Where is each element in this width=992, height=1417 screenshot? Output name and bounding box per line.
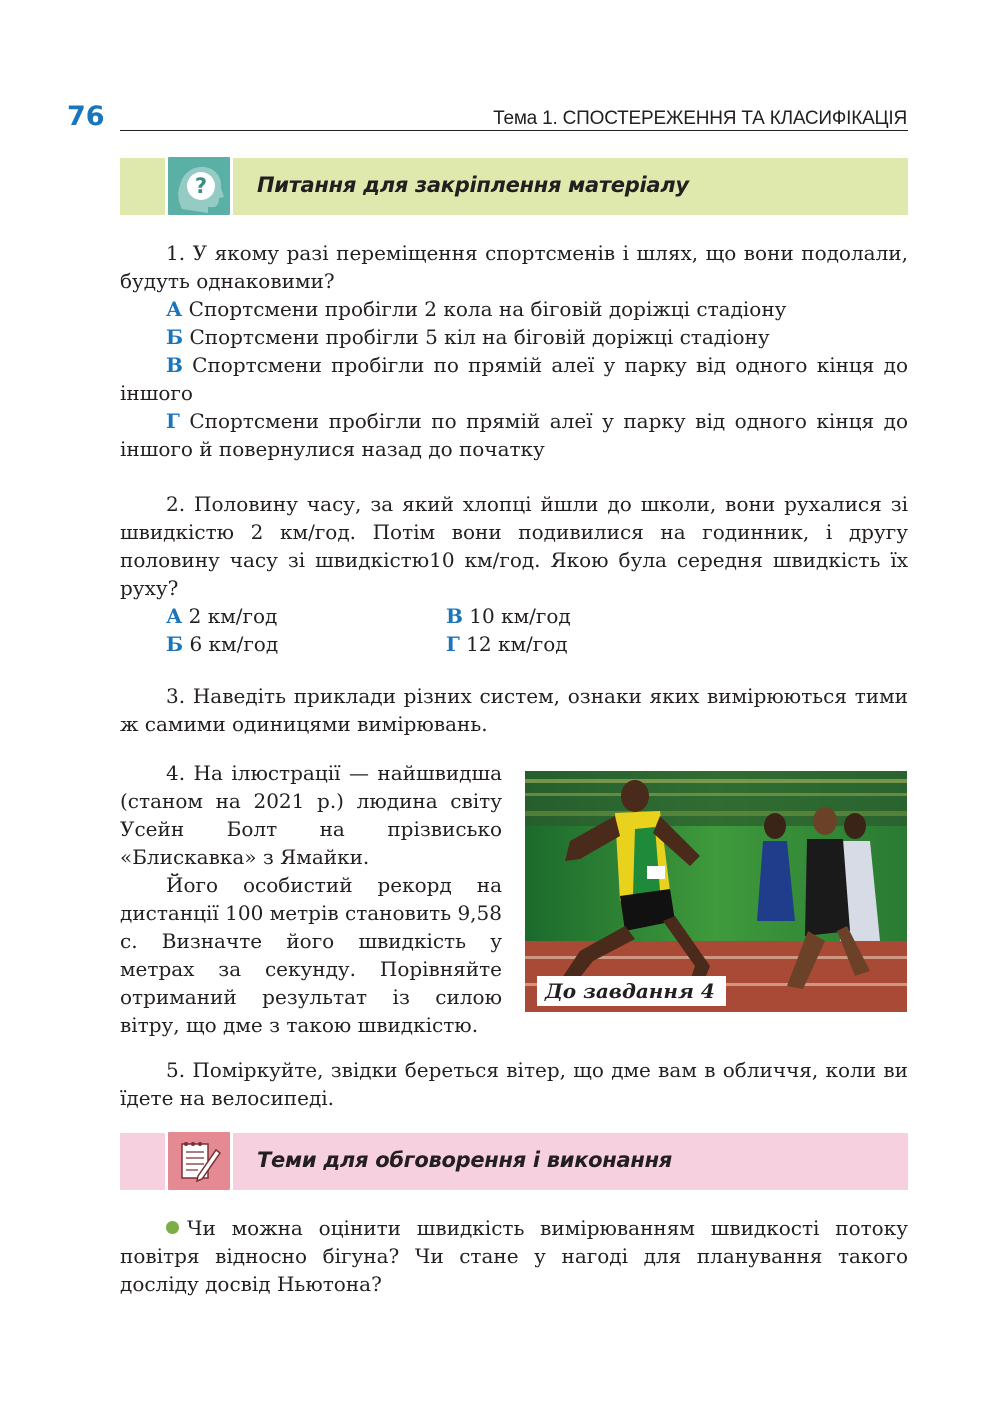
section-header-discussion [120,1133,908,1190]
section-title-questions: Питання для закріплення матеріалу [257,173,689,197]
svg-text:?: ? [194,174,208,198]
question-1-option-a: А Спортсмени пробігли 2 кола на біговій доріжці стадіону [166,297,787,321]
question-1-option-v: В Спортсмени пробігли по прямій алеї у парку від одного кінця до іншого [120,353,908,405]
section-header-questions [120,158,908,215]
question-3-text: 3. Наведіть приклади різних систем, ознаки яких вимірюються тими ж самими одиницями вимірювань. [120,684,908,736]
question-1-option-b: Б Спортсмени пробігли 5 кіл на біговій доріжці стадіону [166,325,770,349]
question-1-text: 1. У якому разі переміщення спортсменів і шлях, що вони подолали, будуть однаковими? [120,241,908,293]
section-title-discussion: Теми для обговорення і виконання [257,1148,672,1172]
question-2-option-v: В 10 км/год [446,604,571,628]
question-2-options [166,602,726,658]
question-2 [120,490,908,602]
photo-caption: До завдання 4 [537,976,726,1006]
question-2-option-a: А 2 км/год [166,604,278,628]
question-1-option-g: Г Спортсмени пробігли по прямій алеї у парку від одного кінця до іншого й повернулися назад до початку [120,409,908,461]
question-4 [120,759,502,1039]
page-number: 76 [67,101,105,132]
question-head-icon [165,154,233,218]
question-3 [120,682,908,738]
discussion-text: Чи можна оцінити швидкість вимірюванням швидкості потоку повітря відносно бігуна? Чи стане у нагоді для планування такого досліду досвід Ньютона? [120,1216,908,1296]
header-rule [120,130,908,131]
question-2-text: 2. Половину часу, за який хлопці йшли до школи, вони рухалися зі швидкістю 2 км/год. Потім вони подивилися на годинник, і другу половину часу зі швидкістю10 км/год. Якою була середня швидкість їх руху? [120,492,908,600]
question-2-option-b: Б 6 км/год [166,632,279,656]
question-5-text: 5. Поміркуйте, звідки береться вітер, що дме вам в обличчя, коли ви їдете на велосипеді. [120,1058,908,1110]
running-head: Тема 1. СПОСТЕРЕЖЕННЯ ТА КЛАСИФІКАЦІЯ [493,108,907,129]
bullet-icon [166,1221,179,1234]
discussion-item [120,1214,908,1298]
question-2-option-g: Г 12 км/год [446,632,568,656]
question-1 [120,239,908,463]
question-4-paragraph-2: Його особистий рекорд на дистанції 100 метрів становить 9,58 с. Визначте його швидкість у метрах за секунду. Порівняйте отриманий результат із силою вітру, що дме з такою швидкістю. [120,873,502,1037]
notepad-pencil-icon [165,1129,233,1193]
question-4-paragraph-1: 4. На ілюстрації — найшвидша (станом на 2021 р.) людина світу Усейн Болт на прізвисько «Блискавка» з Ямайки. [120,761,502,869]
question-5 [120,1056,908,1112]
